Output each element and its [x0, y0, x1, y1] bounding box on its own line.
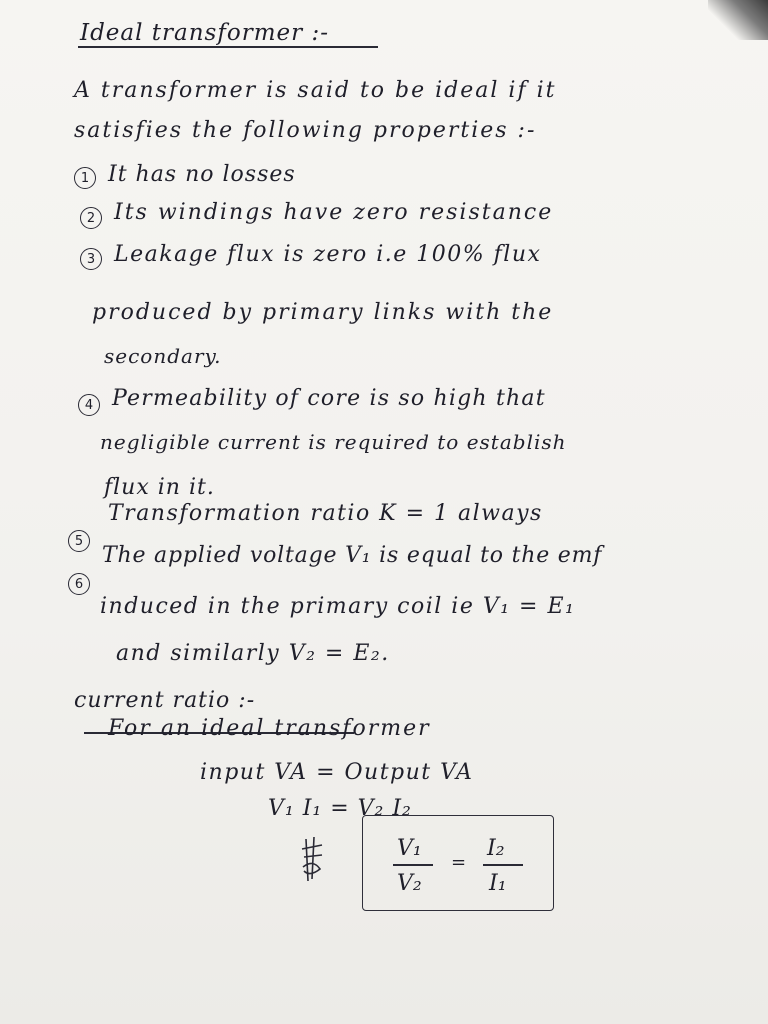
property-line: induced in the primary coil ie V₁ = E₁ [100, 594, 576, 619]
property-line: The applied voltage V₁ is equal to the emf [102, 543, 603, 568]
title-underline [78, 46, 378, 48]
formula-denominator-left: V₂ [397, 871, 422, 896]
fraction-bar-right [483, 864, 523, 866]
property-number: 3 [80, 248, 102, 270]
property-line: negligible current is required to establish [100, 430, 567, 454]
property-number: 6 [68, 573, 90, 595]
property-line: secondary. [104, 344, 222, 368]
formula-numerator-left: V₁ [397, 836, 422, 861]
formula-numerator-right: I₂ [487, 836, 505, 861]
intro-line-1: A transformer is said to be ideal if it [74, 78, 557, 103]
formula-box [362, 815, 554, 911]
property-number: 2 [80, 207, 102, 229]
property-line: Leakage flux is zero i.e 100% flux [114, 242, 542, 267]
current-ratio-line: V₁ I₁ = V₂ I₂ [268, 796, 412, 821]
scribble-mark [300, 835, 326, 885]
property-line: Its windings have zero resistance [114, 200, 554, 225]
intro-line-2: satisfies the following properties :- [74, 118, 537, 143]
property-line: produced by primary links with the [92, 300, 554, 325]
formula-equals: = [451, 852, 467, 873]
property-line: It has no losses [108, 162, 296, 187]
section-heading: current ratio :- [74, 688, 256, 713]
property-line: Transformation ratio K = 1 always [108, 501, 543, 526]
current-ratio-line: For an ideal transformer [108, 716, 431, 741]
property-number: 4 [78, 394, 100, 416]
property-line: flux in it. [104, 475, 215, 500]
formula-denominator-right: I₁ [489, 871, 507, 896]
current-ratio-line: input VA = Output VA [200, 760, 474, 785]
page-corner-shadow [708, 0, 768, 40]
property-number: 5 [68, 530, 90, 552]
page-title: Ideal transformer :- [80, 20, 329, 46]
property-line: and similarly V₂ = E₂. [116, 641, 390, 666]
property-line: Permeability of core is so high that [112, 386, 546, 411]
fraction-bar-left [393, 864, 433, 866]
property-number: 1 [74, 167, 96, 189]
